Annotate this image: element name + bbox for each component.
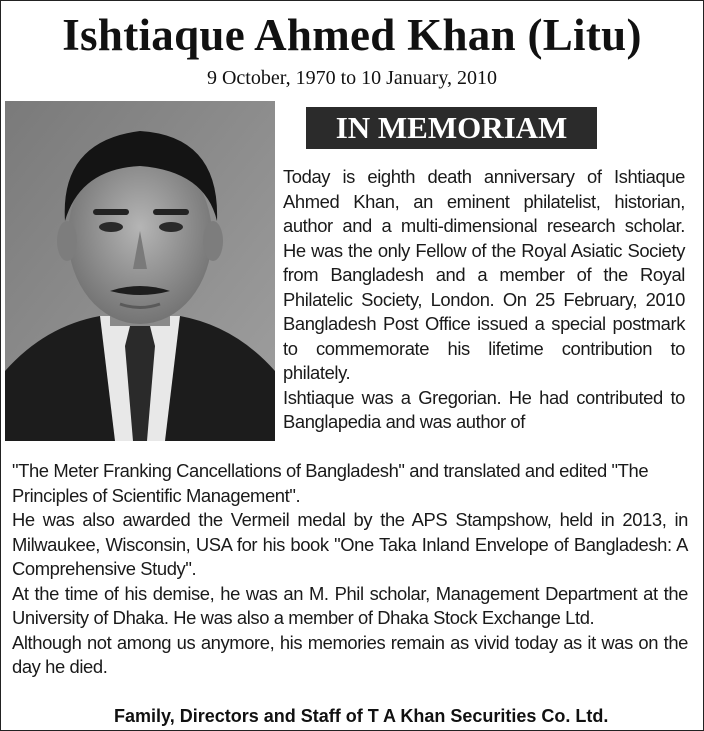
- in-memoriam-banner: IN MEMORIAM: [306, 107, 597, 149]
- life-dates: 9 October, 1970 to 10 January, 2010: [206, 67, 498, 89]
- page-title: Ishtiaque Ahmed Khan (Litu): [62, 10, 642, 60]
- tribute-paragraph: Ishtiaque was a Gregorian. He had contributed to Banglapedia and was author of: [283, 386, 685, 432]
- tribute-paragraph: Although not among us anymore, his memories remain as vivid today as it was on the day he died.: [12, 631, 688, 677]
- tribute-text-full-width: [12, 459, 688, 680]
- tribute-paragraph: Today is eighth death anniversary of Ishtiaque Ahmed Khan, an eminent philatelist, historian, author and a multi-dimensional research scholar. He was the only Fellow of the Royal Asiatic Society from Bangladesh and a member of the Royal Philatelic Society, London. On 25 February, 2010 Bangladesh Post Office issued a special postmark to commemorate his lifetime contribution to philately.: [283, 166, 685, 383]
- tribute-paragraph: At the time of his demise, he was an M. Phil scholar, Management Department at the University of Dhaka. He was also a member of Dhaka Stock Exchange Ltd.: [12, 582, 688, 628]
- tribute-text-right-column: [283, 165, 685, 435]
- signature-line: Family, Directors and Staff of T A Khan Securities Co. Ltd.: [114, 706, 609, 726]
- tribute-paragraph: He was also awarded the Vermeil medal by the APS Stampshow, held in 2013, in Milwaukee, Wisconsin, USA for his book "One Taka Inland Envelope of Bangladesh: A Comprehensive Study".: [12, 509, 688, 579]
- tribute-paragraph: "The Meter Franking Cancellations of Bangladesh" and translated and edited "The Principles of Scientific Management".: [12, 460, 649, 506]
- portrait-photo: [5, 101, 275, 441]
